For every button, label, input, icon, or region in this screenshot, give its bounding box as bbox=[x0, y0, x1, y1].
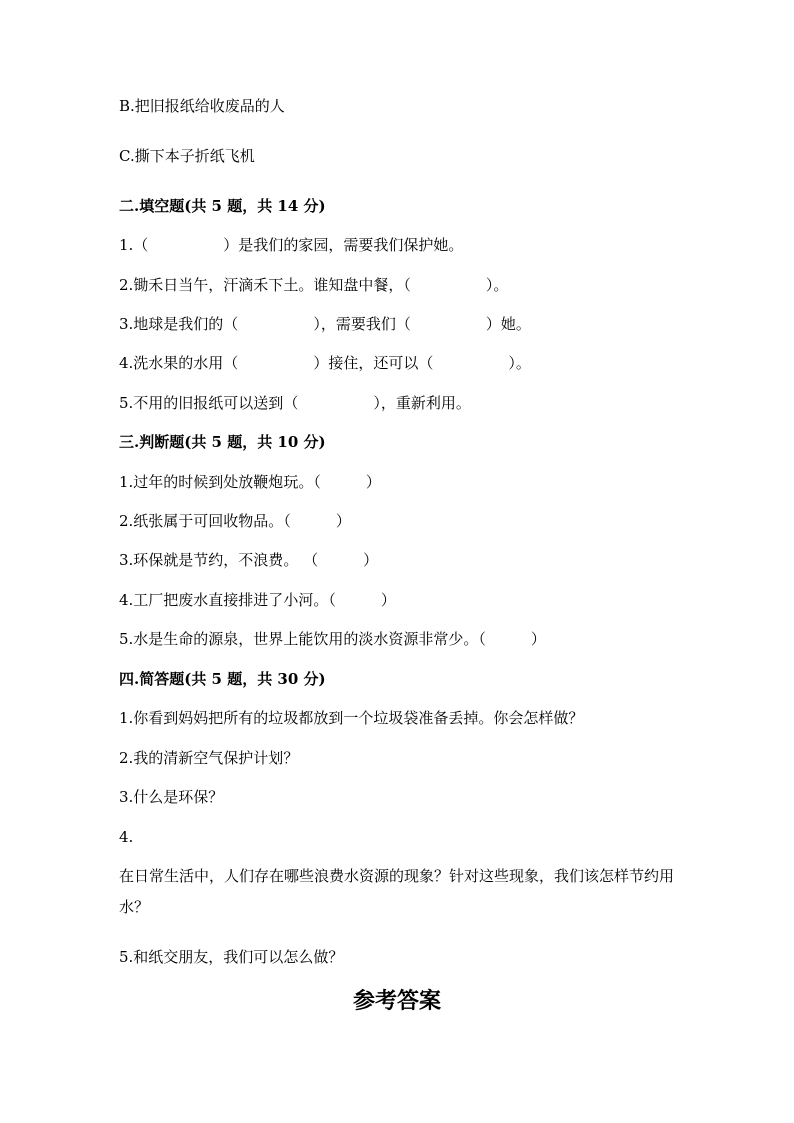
fill-blank-item-1: 1.（ ）是我们的家园，需要我们保护她。 bbox=[119, 236, 464, 254]
true-false-item-5: 5.水是生命的源泉，世界上能饮用的淡水资源非常少。（ ） bbox=[119, 630, 546, 648]
true-false-item-1: 1.过年的时候到处放鞭炮玩。（ ） bbox=[119, 473, 381, 491]
short-answer-item-1: 1.你看到妈妈把所有的垃圾都放到一个垃圾袋准备丢掉。你会怎样做？ bbox=[119, 709, 584, 727]
fill-blank-item-5: 5.不用的旧报纸可以送到（ ），重新利用。 bbox=[119, 394, 471, 412]
option-b: B.把旧报纸给收废品的人 bbox=[119, 97, 285, 115]
short-answer-item-4-number: 4. bbox=[119, 828, 134, 846]
fill-blank-item-2: 2.锄禾日当午，汗滴禾下土。谁知盘中餐，（ ）。 bbox=[119, 276, 509, 294]
short-answer-item-2: 2.我的清新空气保护计划？ bbox=[119, 749, 299, 767]
true-false-item-2: 2.纸张属于可回收物品。（ ） bbox=[119, 512, 351, 530]
short-answer-item-5: 5.和纸交朋友，我们可以怎么做？ bbox=[119, 948, 344, 966]
short-answer-item-4-text: 在日常生活中，人们存在哪些浪费水资源的现象？针对这些现象，我们该怎样节约用水？ bbox=[119, 867, 675, 916]
fill-blank-item-3: 3.地球是我们的（ ），需要我们（ ）她。 bbox=[119, 315, 531, 333]
section-2-heading: 二.填空题(共 5 题，共 14 分) bbox=[119, 197, 326, 215]
section-4-heading: 四.简答题(共 5 题，共 30 分) bbox=[119, 670, 326, 688]
true-false-item-4: 4.工厂把废水直接排进了小河。（ ） bbox=[119, 591, 396, 609]
fill-blank-item-4: 4.洗水果的水用（ ）接住，还可以（ ）。 bbox=[119, 354, 531, 372]
option-c: C.撕下本子折纸飞机 bbox=[119, 147, 255, 165]
section-3-heading: 三.判断题(共 5 题，共 10 分) bbox=[119, 433, 326, 451]
answer-key-title: 参考答案 bbox=[352, 988, 441, 1014]
short-answer-item-3: 3.什么是环保？ bbox=[119, 788, 224, 806]
true-false-item-3: 3.环保就是节约，不浪费。 （ ） bbox=[119, 551, 379, 569]
